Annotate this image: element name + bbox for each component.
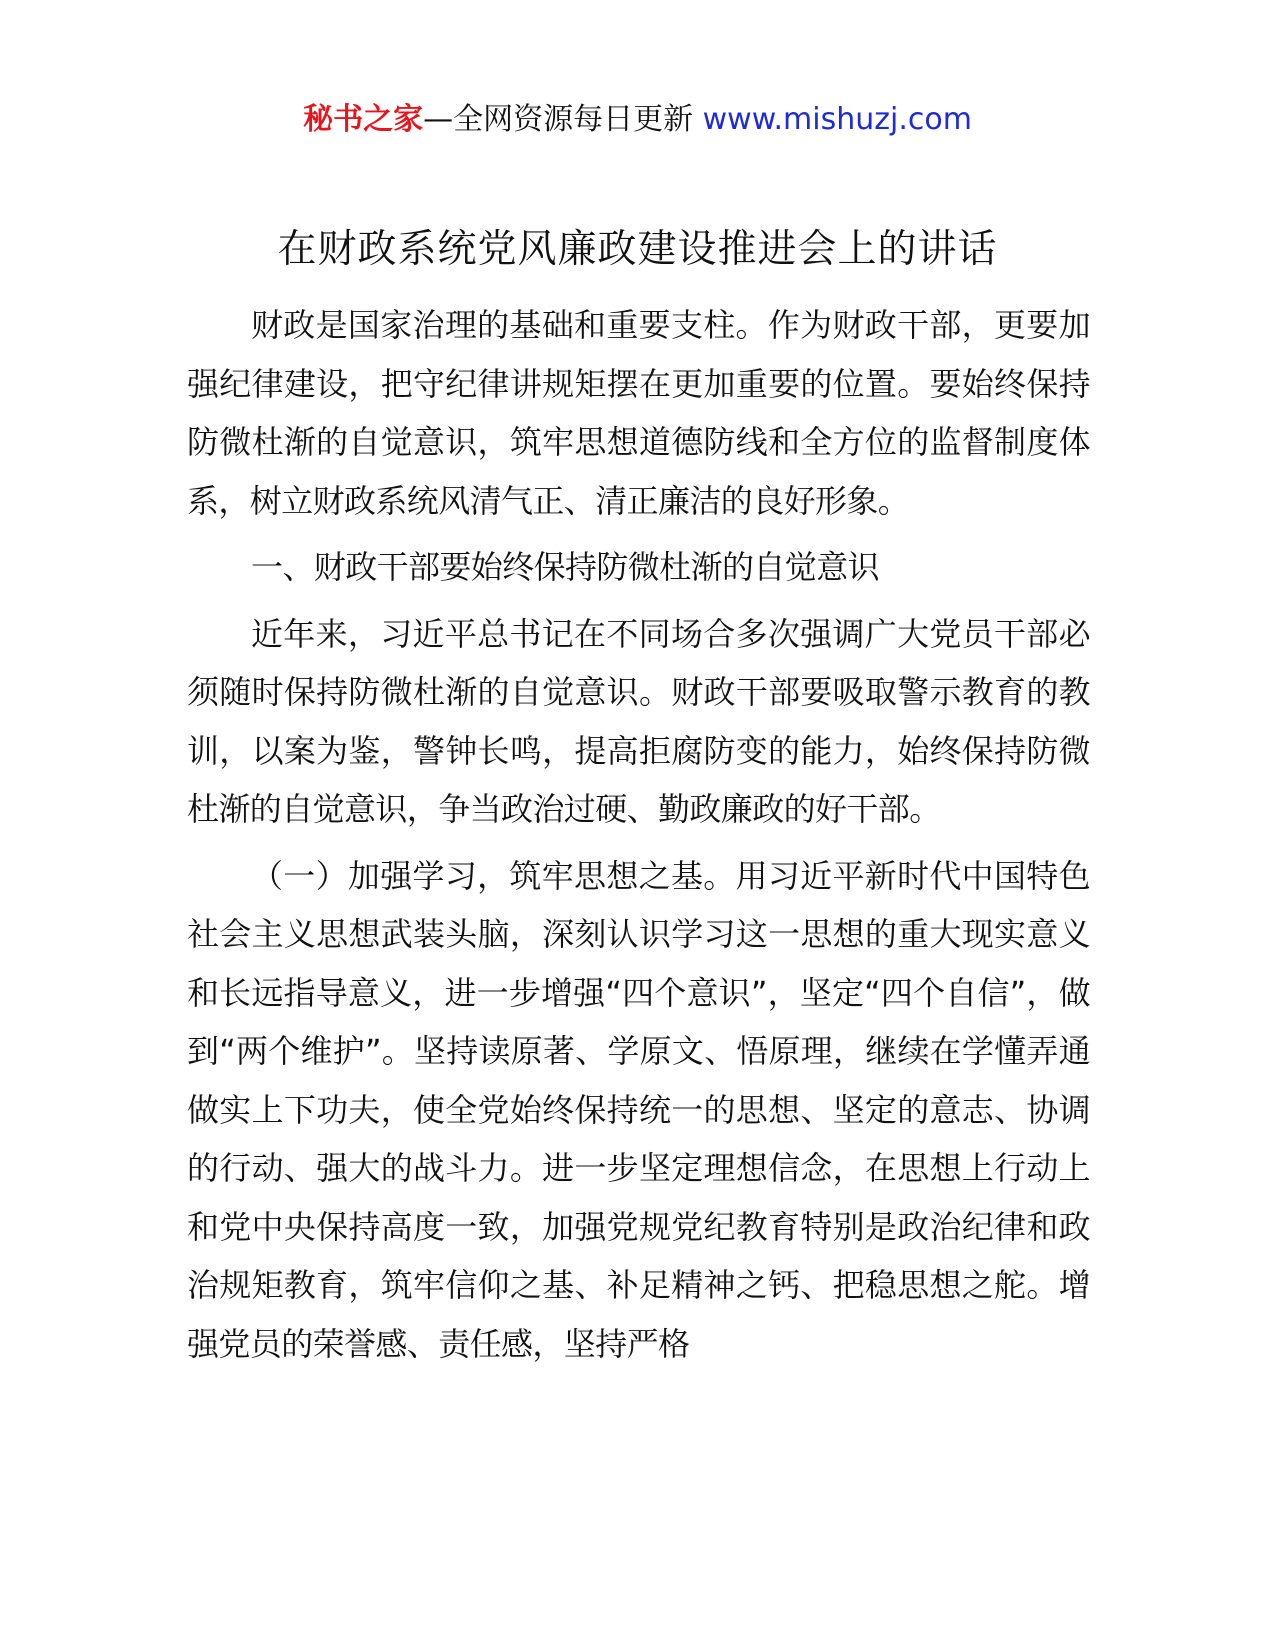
section-1-paragraph: 近年来，习近平总书记在不同场合多次强调广大党员干部必须随时保持防微杜渐的自觉意识。财政干部要吸取警示教育的教训，以案为鉴，警钟长鸣，提高拒腐防变的能力，始终保持防微杜渐的自觉意识，争当政治过硬、勤政廉政的好干部。 (187, 614, 1090, 828)
subsection-1-paragraph: （一）加强学习，筑牢思想之基。用习近平新时代中国特色社会主义思想武装头脑，深刻认识学习这一思想的重大现实意义和长远指导意义，进一步增强“四个意识”，坚定“四个自信”，做到“两个维护”。坚持读原著、学原文、悟原理，继续在学懂弄通做实上下功夫，使全党始终保持统一的思想、坚定的意志、协调的行动、强大的战斗力。进一步坚定理想信念，在思想上行动上和党中央保持高度一致，加强党规党纪教育特别是政治纪律和政治规矩教育，筑牢信仰之基、补足精神之钙、把稳思想之舵。增强党员的荣誉感、责任感，坚持严格 (187, 856, 1090, 1363)
intro-paragraph: 财政是国家治理的基础和重要支柱。作为财政干部，更要加强纪律建设，把守纪律讲规矩摆在更加重要的位置。要始终保持防微杜渐的自觉意识，筑牢思想道德防线和全方位的监督制度体系，树立财政系统风清气正、清正廉洁的良好形象。 (187, 306, 1090, 520)
document-body (187, 296, 1090, 1381)
site-header (0, 98, 1275, 142)
site-url-link[interactable]: www.mishuzj.com (702, 102, 972, 137)
brand-name: 秘书之家 (303, 102, 424, 137)
document-title: 在财政系统党风廉政建设推进会上的讲话 (277, 227, 998, 272)
section-1-heading: 一、财政干部要始终保持防微杜渐的自觉意识 (251, 548, 880, 586)
header-tagline: —全网资源每日更新 (423, 102, 694, 137)
